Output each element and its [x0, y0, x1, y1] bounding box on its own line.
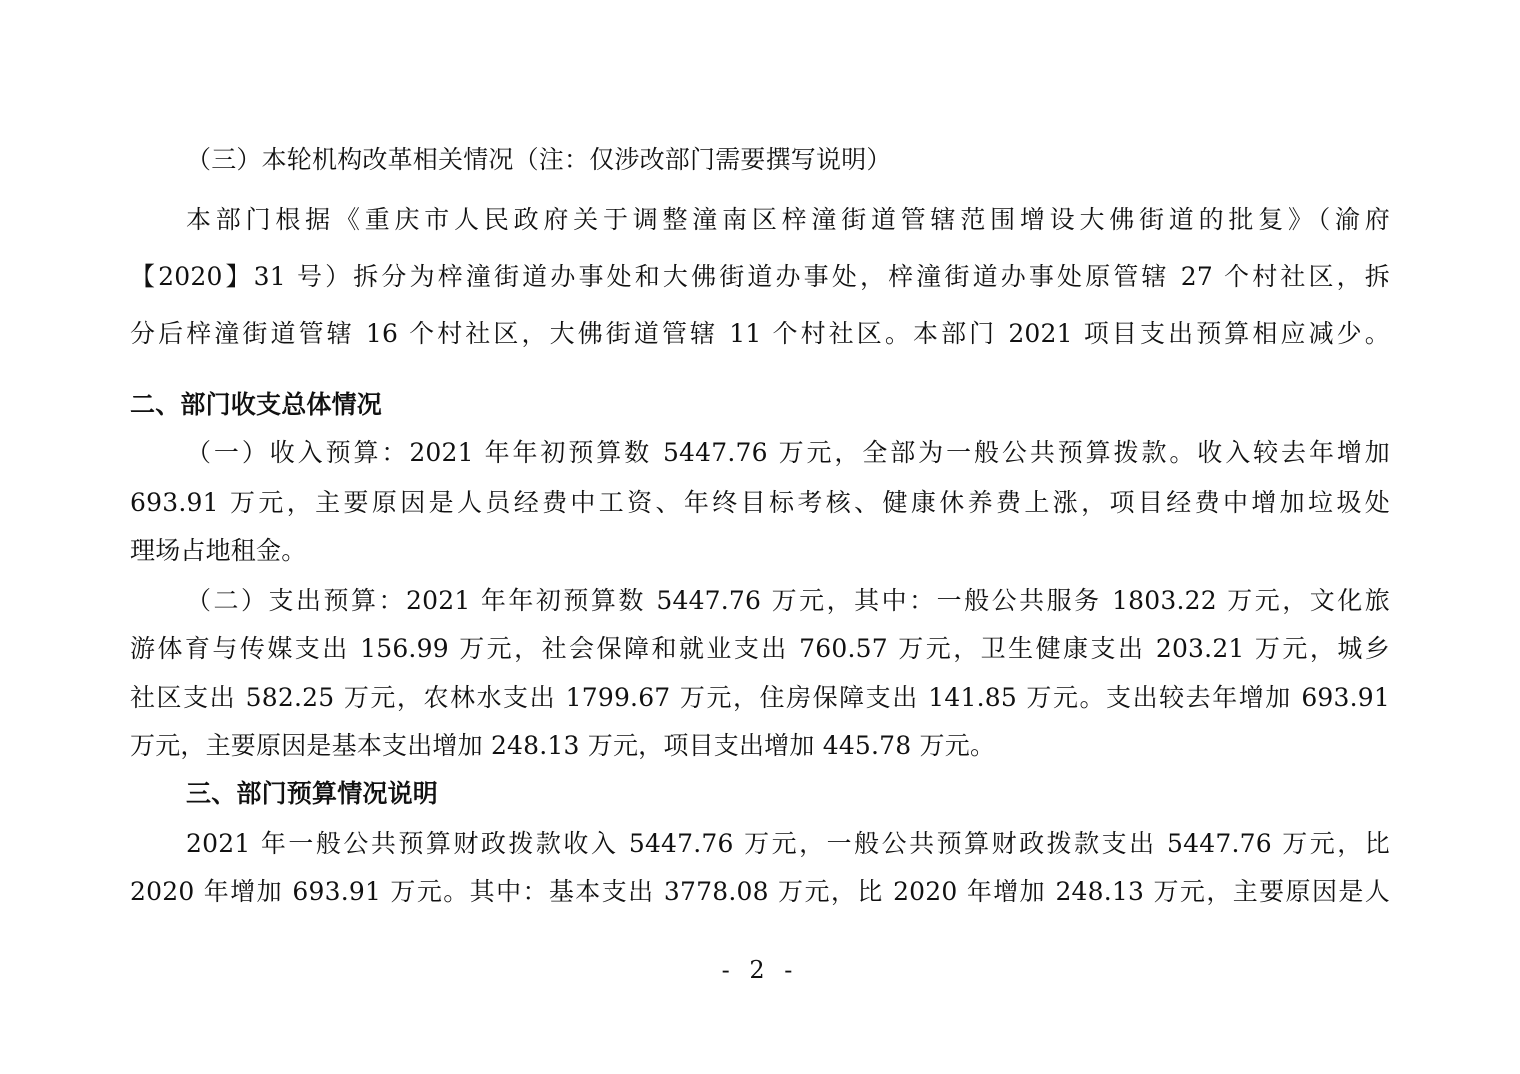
paragraph-expense-line-1: （二）支出预算：2021 年年初预算数 5447.76 万元，其中：一般公共服务 1803.22 万元，文化旅: [186, 586, 1390, 615]
paragraph-budget-line-2: 2020 年增加 693.91 万元。其中：基本支出 3778.08 万元，比 2020 年增加 248.13 万元，主要原因是人: [130, 877, 1390, 906]
paragraph-reform-line-3: 分后梓潼街道管辖 16 个村社区，大佛街道管辖 11 个村社区。本部门 2021 项目支出预算相应减少。: [130, 319, 1390, 348]
section-heading-budget: 三、部门预算情况说明: [186, 779, 439, 808]
paragraph-income-line-3: 理场占地租金。: [130, 536, 307, 565]
subsection-heading-reform: （三）本轮机构改革相关情况（注：仅涉改部门需要撰写说明）: [186, 145, 892, 174]
page-number: - 2 -: [721, 956, 799, 984]
paragraph-expense-line-3: 社区支出 582.25 万元，农林水支出 1799.67 万元，住房保障支出 141.85 万元。支出较去年增加 693.91: [130, 683, 1390, 712]
paragraph-budget-line-1: 2021 年一般公共预算财政拨款收入 5447.76 万元，一般公共预算财政拨款支出 5447.76 万元，比: [186, 829, 1390, 858]
paragraph-income-line-2: 693.91 万元，主要原因是人员经费中工资、年终目标考核、健康休养费上涨，项目经费中增加垃圾处: [130, 488, 1390, 517]
paragraph-expense-line-4: 万元，主要原因是基本支出增加 248.13 万元，项目支出增加 445.78 万元。: [130, 731, 996, 760]
paragraph-reform-line-2: 【2020】31 号）拆分为梓潼街道办事处和大佛街道办事处，梓潼街道办事处原管辖 27 个村社区，拆: [130, 262, 1390, 291]
section-heading-overall: 二、部门收支总体情况: [130, 390, 383, 419]
paragraph-expense-line-2: 游体育与传媒支出 156.99 万元，社会保障和就业支出 760.57 万元，卫生健康支出 203.21 万元，城乡: [130, 634, 1390, 663]
paragraph-income-line-1: （一）收入预算：2021 年年初预算数 5447.76 万元，全部为一般公共预算拨款。收入较去年增加: [186, 438, 1390, 467]
paragraph-reform-line-1: 本部门根据《重庆市人民政府关于调整潼南区梓潼街道管辖范围增设大佛街道的批复》（渝府: [186, 205, 1390, 234]
